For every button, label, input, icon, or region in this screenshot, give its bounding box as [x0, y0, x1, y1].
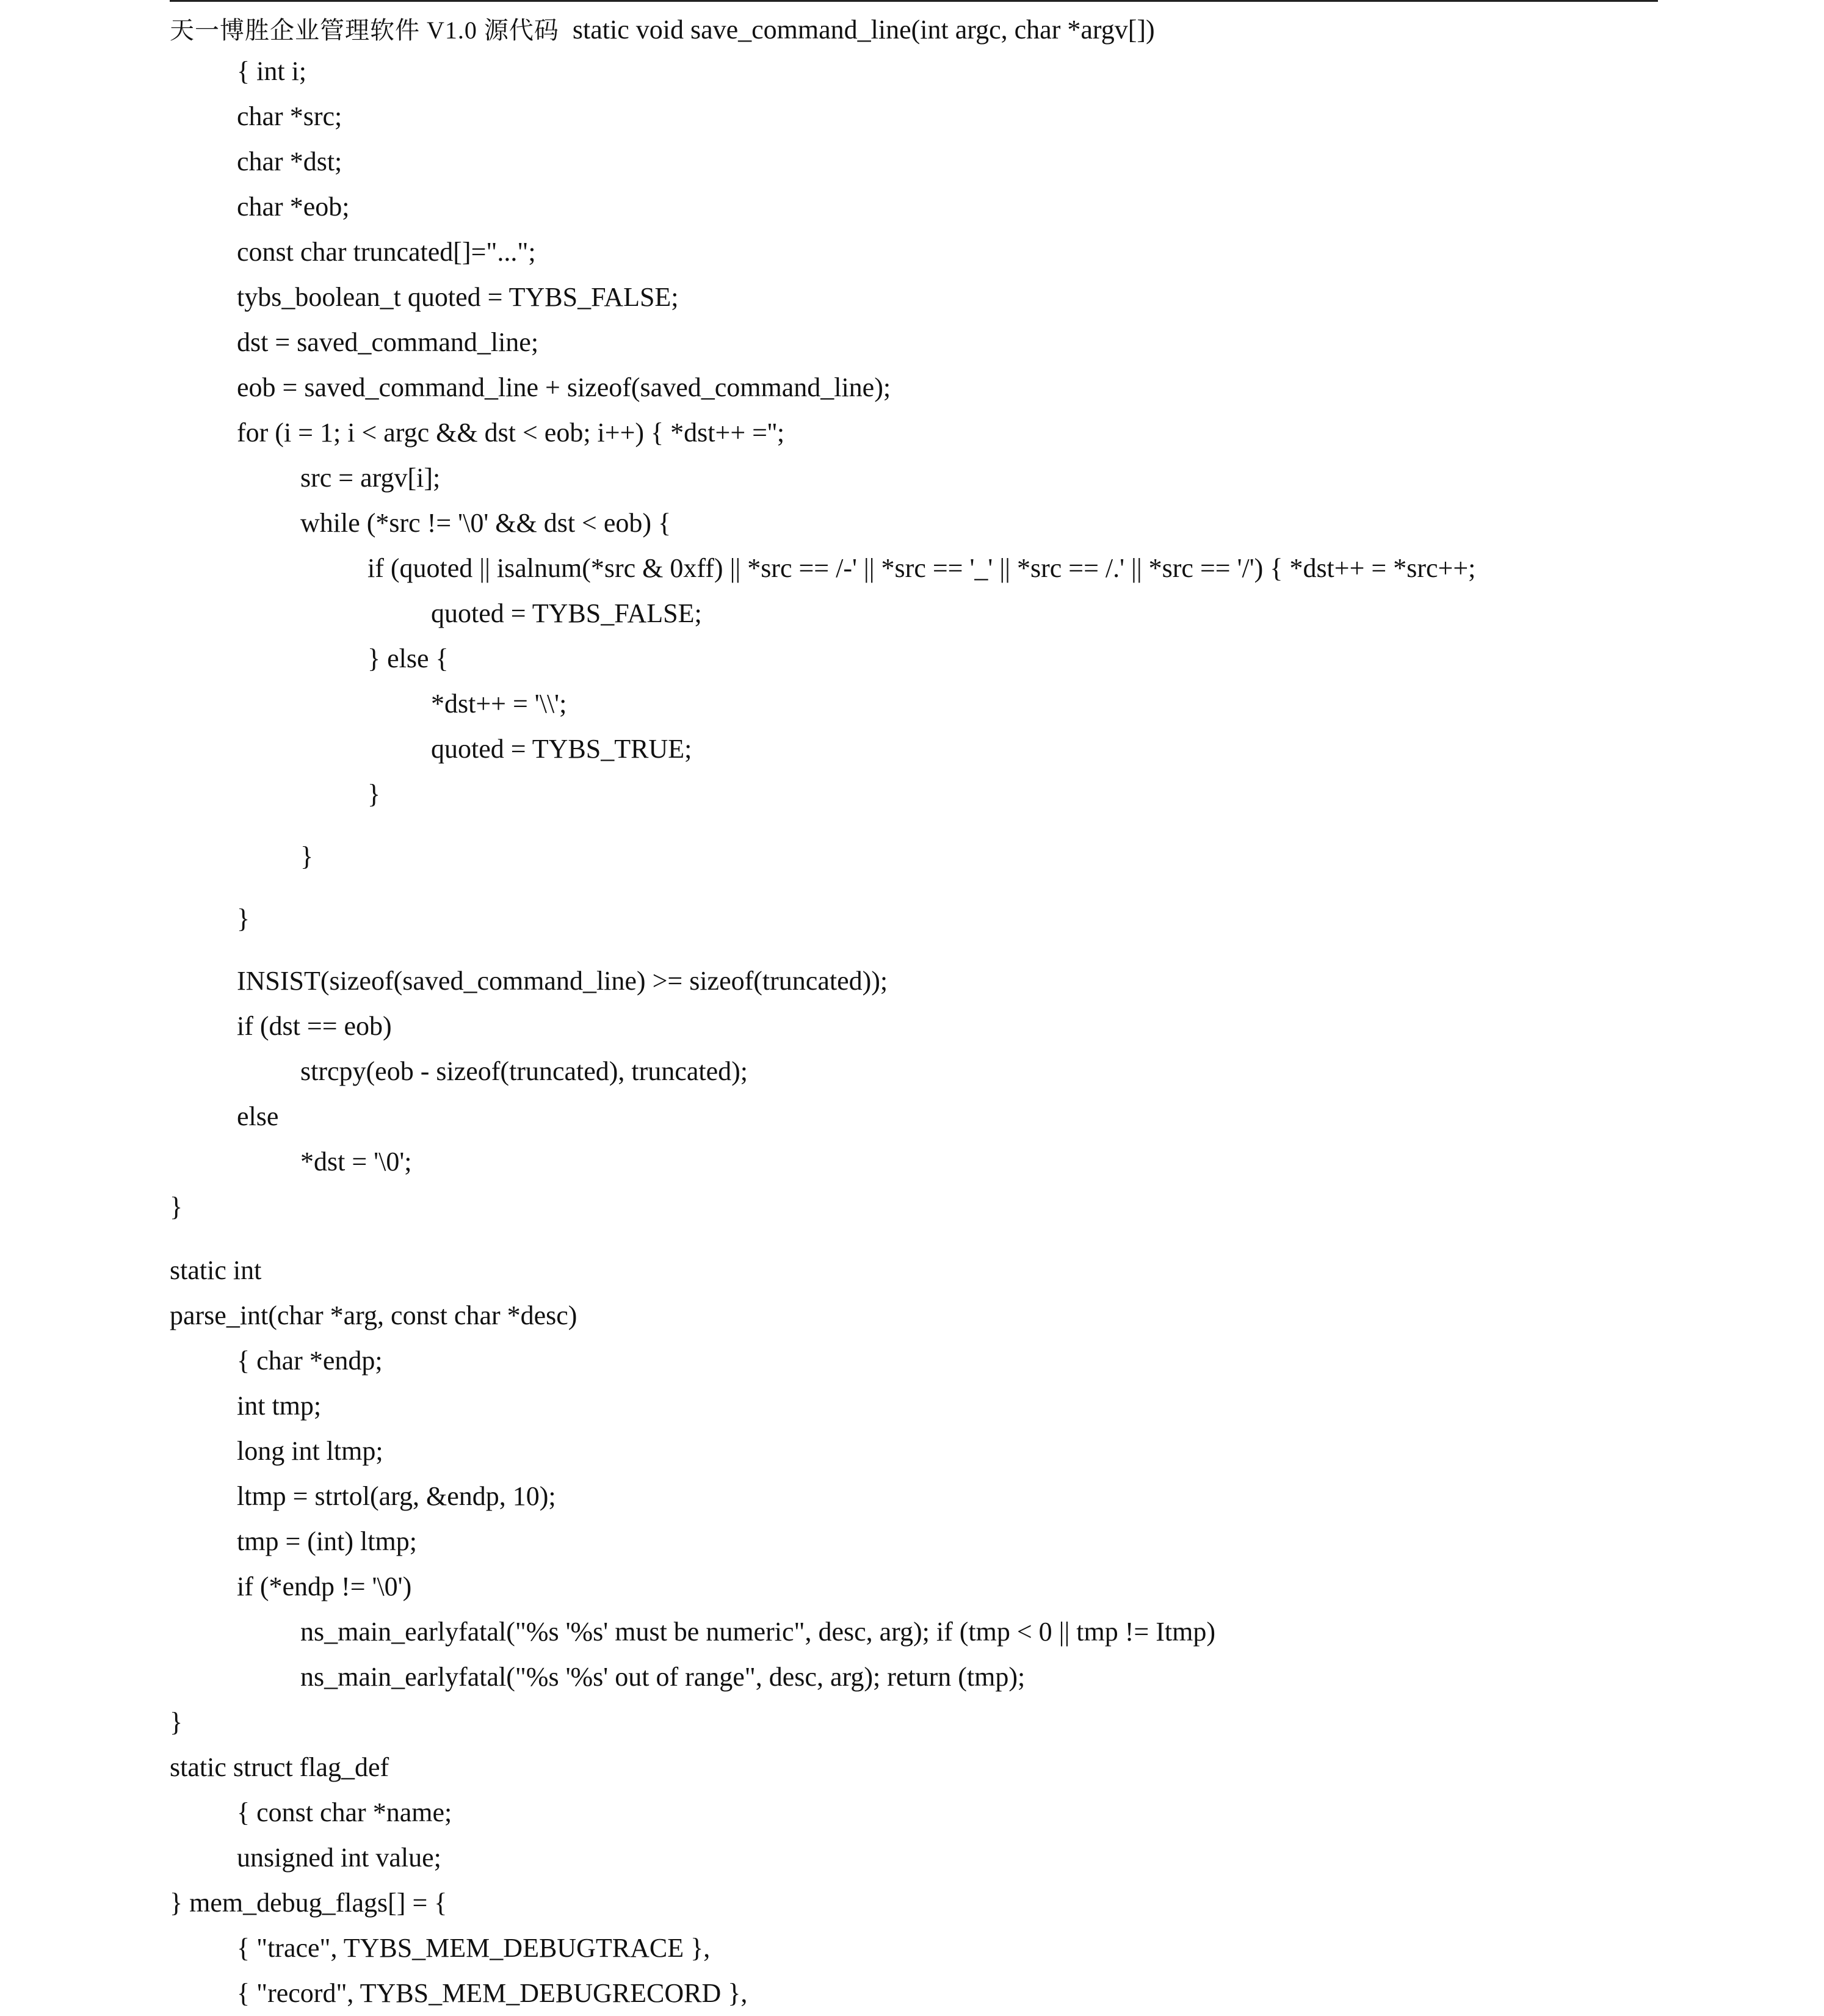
code-line: { "trace", TYBS_MEM_DEBUGTRACE }, — [237, 1933, 711, 1963]
code-line: { const char *name; — [237, 1797, 452, 1827]
code-line: for (i = 1; i < argc && dst < eob; i++) { *dst++ =''; — [237, 418, 785, 448]
code-line: } — [170, 1707, 183, 1737]
code-line: INSIST(sizeof(saved_command_line) >= sizeof(truncated)); — [237, 966, 888, 996]
code-line: strcpy(eob - sizeof(truncated), truncated); — [300, 1056, 748, 1086]
code-text: static void save_command_line(int argc, char *argv[]) — [572, 15, 1155, 45]
code-line: src = argv[i]; — [300, 463, 441, 493]
code-line: if (*endp != '\0') — [237, 1572, 412, 1601]
code-line: quoted = TYBS_FALSE; — [431, 598, 702, 628]
code-line: tybs_boolean_t quoted = TYBS_FALSE; — [237, 282, 679, 312]
code-line: ns_main_earlyfatal("%s '%s' out of range", desc, arg); return (tmp); — [300, 1662, 1026, 1692]
code-line: const char truncated[]="..."; — [237, 237, 536, 267]
code-line: else — [237, 1101, 279, 1131]
code-line: int tmp; — [237, 1391, 322, 1421]
document-page — [170, 11, 1757, 2016]
code-line: static struct flag_def — [170, 1752, 389, 1782]
code-line: } — [170, 1192, 183, 1222]
code-line: } else { — [367, 644, 449, 673]
code-line: while (*src != '\0' && dst < eob) { — [300, 508, 671, 538]
code-line: } — [237, 904, 250, 934]
code-line: tmp = (int) ltmp; — [237, 1526, 417, 1556]
code-line: unsigned int value; — [237, 1843, 441, 1873]
code-line: *dst++ = '\\'; — [431, 689, 567, 719]
code-line: char *dst; — [237, 147, 342, 176]
code-line: eob = saved_command_line + sizeof(saved_command_line); — [237, 372, 891, 402]
code-line: { char *endp; — [237, 1346, 383, 1376]
code-line — [170, 11, 1757, 49]
code-line: { int i; — [237, 56, 307, 86]
code-line: if (dst == eob) — [237, 1011, 392, 1041]
code-line: char *eob; — [237, 192, 350, 222]
code-line: long int ltmp; — [237, 1436, 383, 1466]
document-title: 天一博胜企业管理软件 V1.0 源代码 — [170, 16, 559, 44]
top-rule — [170, 0, 1658, 2]
code-line: } — [367, 779, 381, 809]
code-line: ns_main_earlyfatal("%s '%s' must be numeric", desc, arg); if (tmp < 0 || tmp != Itmp) — [300, 1617, 1215, 1647]
code-line: ltmp = strtol(arg, &endp, 10); — [237, 1481, 556, 1511]
code-line: parse_int(char *arg, const char *desc) — [170, 1300, 577, 1330]
code-line: } mem_debug_flags[] = { — [170, 1888, 447, 1918]
code-line: static int — [170, 1255, 262, 1285]
code-line: { "record", TYBS_MEM_DEBUGRECORD }, — [237, 1978, 748, 2008]
code-line: } — [300, 841, 314, 871]
code-line: if (quoted || isalnum(*src & 0xff) || *src == /-' || *src == '_' || *src == /.' || *src == '/') { *dst++ = *src++; — [367, 553, 1476, 583]
code-line: quoted = TYBS_TRUE; — [431, 734, 692, 764]
code-line: char *src; — [237, 101, 342, 131]
code-line: *dst = '\0'; — [300, 1147, 412, 1177]
code-line: dst = saved_command_line; — [237, 327, 539, 357]
